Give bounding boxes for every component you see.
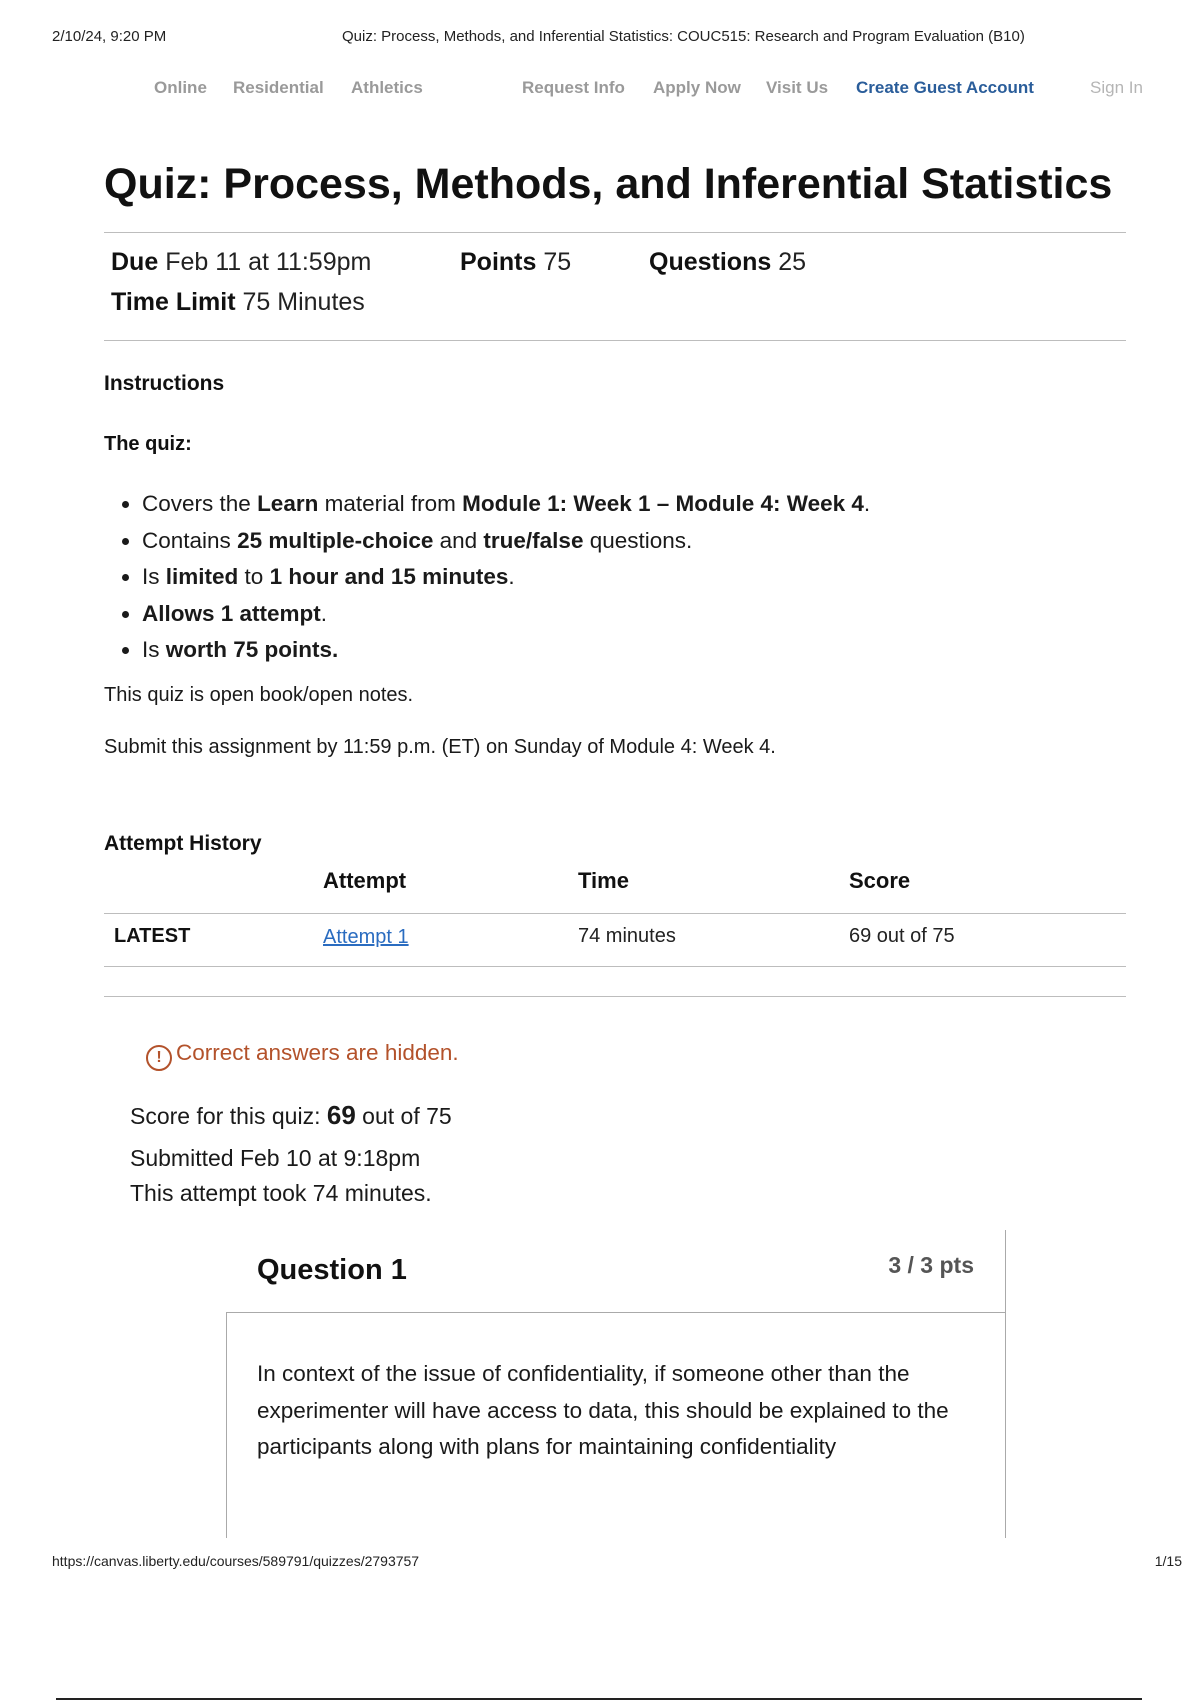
- score-suffix: out of 75: [355, 1103, 452, 1129]
- bullet-bold: Allows 1 attempt: [142, 600, 321, 626]
- bullet-text: .: [320, 600, 328, 626]
- submit-note: Submit this assignment by 11:59 p.m. (ET) on Sunday of Module 4: Week 4.: [104, 736, 776, 758]
- submitted-time: Submitted Feb 10 at 9:18pm: [130, 1145, 421, 1171]
- question-card: [226, 1230, 1006, 1538]
- page-number: 1/15: [1154, 1553, 1182, 1569]
- column-header-score: Score: [849, 868, 911, 893]
- bullet-text: Covers the: [142, 491, 258, 516]
- answers-hidden-text: Correct answers are hidden.: [176, 1040, 459, 1065]
- bullet-text: material from: [318, 491, 463, 516]
- section-divider: [104, 996, 1126, 997]
- page-title: Quiz: Process, Methods, and Inferential Statistics: [104, 160, 1113, 208]
- title-divider: [104, 232, 1126, 233]
- column-header-time: Time: [578, 868, 629, 893]
- bullet-text: .: [863, 491, 871, 516]
- top-navigation: [0, 78, 1200, 102]
- nav-apply-now-link[interactable]: Apply Now: [653, 78, 741, 97]
- quiz-score: [130, 1100, 452, 1131]
- table-header-rule: [104, 913, 1126, 914]
- meta-divider: [104, 340, 1126, 341]
- card-header-rule: [226, 1312, 1006, 1313]
- points-value: 75: [543, 248, 572, 276]
- quiz-due: [111, 248, 371, 277]
- card-border-left: [226, 1312, 227, 1538]
- questions-label: Questions: [649, 248, 772, 276]
- exclamation-circle-icon: !: [146, 1045, 172, 1071]
- question-title: Question 1: [257, 1254, 407, 1286]
- bullet-text: Contains: [142, 527, 238, 553]
- instructions-subheading: The quiz:: [104, 433, 192, 455]
- bullet-bold: Module 1: Week 1 – Module 4: Week 4: [462, 491, 864, 516]
- nav-request-info-link[interactable]: Request Info: [522, 78, 625, 97]
- bullet-bold: 1 hour and 15 minutes: [269, 564, 509, 589]
- bullet-text: Is: [142, 637, 166, 662]
- attempt-history-heading: Attempt History: [104, 832, 262, 855]
- score-prefix: Score for this quiz:: [130, 1103, 327, 1129]
- answers-hidden-notice: [146, 1040, 459, 1071]
- question-points: 3 / 3 pts: [888, 1252, 974, 1278]
- points-label: Points: [460, 248, 537, 276]
- bullet-bold: 25 multiple-choice: [237, 527, 434, 553]
- bullet-bold: worth 75 points.: [165, 637, 339, 662]
- print-doc-title: Quiz: Process, Methods, and Inferential Statistics: COUC515: Research and Program Evaluation (B10): [342, 28, 1025, 45]
- list-item: [142, 596, 870, 633]
- nav-visit-us-link[interactable]: Visit Us: [766, 78, 829, 97]
- card-border-right: [1005, 1230, 1006, 1538]
- quiz-points: [460, 248, 571, 277]
- bullet-text: to: [238, 564, 270, 589]
- instructions-heading: Instructions: [104, 372, 225, 395]
- list-item: [142, 632, 870, 669]
- attempt-1-link[interactable]: Attempt 1: [323, 926, 409, 948]
- question-text: In context of the issue of confidentiality, if someone other than the experimenter will have access to data, this should be explained to the participants along with plans for maintaining confidentiality: [257, 1361, 949, 1459]
- time-limit-label: Time Limit: [111, 288, 236, 316]
- attempt-time: 74 minutes: [578, 925, 676, 947]
- bullet-text: and: [433, 527, 484, 553]
- nav-create-guest-account-link[interactable]: Create Guest Account: [856, 78, 1034, 97]
- nav-sign-in-link[interactable]: Sign In: [1090, 78, 1143, 97]
- list-item: [142, 486, 870, 523]
- bullet-text: .: [508, 564, 515, 589]
- due-value: Feb 11 at 11:59pm: [165, 248, 372, 276]
- quiz-questions: [649, 248, 806, 277]
- table-row-rule: [104, 966, 1126, 967]
- nav-online-link[interactable]: Online: [154, 78, 207, 97]
- attempt-duration: This attempt took 74 minutes.: [130, 1180, 432, 1206]
- bullet-bold: Learn: [257, 491, 319, 516]
- bullet-bold: limited: [165, 564, 239, 589]
- open-book-note: This quiz is open book/open notes.: [104, 684, 414, 706]
- questions-value: 25: [778, 248, 807, 276]
- score-value: 69: [326, 1100, 356, 1130]
- quiz-time-limit: [111, 288, 365, 317]
- list-item: [142, 523, 870, 560]
- column-header-attempt: Attempt: [323, 868, 407, 893]
- attempt-score: 69 out of 75: [849, 925, 955, 947]
- list-item: [142, 559, 870, 596]
- print-datetime: 2/10/24, 9:20 PM: [52, 28, 167, 45]
- bullet-text: Is: [142, 564, 166, 589]
- nav-residential-link[interactable]: Residential: [233, 78, 324, 97]
- bullet-bold: true/false: [483, 527, 584, 553]
- instructions-list: [104, 486, 870, 669]
- bullet-text: questions.: [583, 527, 693, 553]
- time-limit-value: 75 Minutes: [242, 288, 365, 316]
- due-label: Due: [111, 248, 159, 276]
- latest-tag: LATEST: [114, 925, 191, 947]
- nav-athletics-link[interactable]: Athletics: [351, 78, 423, 97]
- page-url: https://canvas.liberty.edu/courses/589791/quizzes/2793757: [52, 1553, 420, 1569]
